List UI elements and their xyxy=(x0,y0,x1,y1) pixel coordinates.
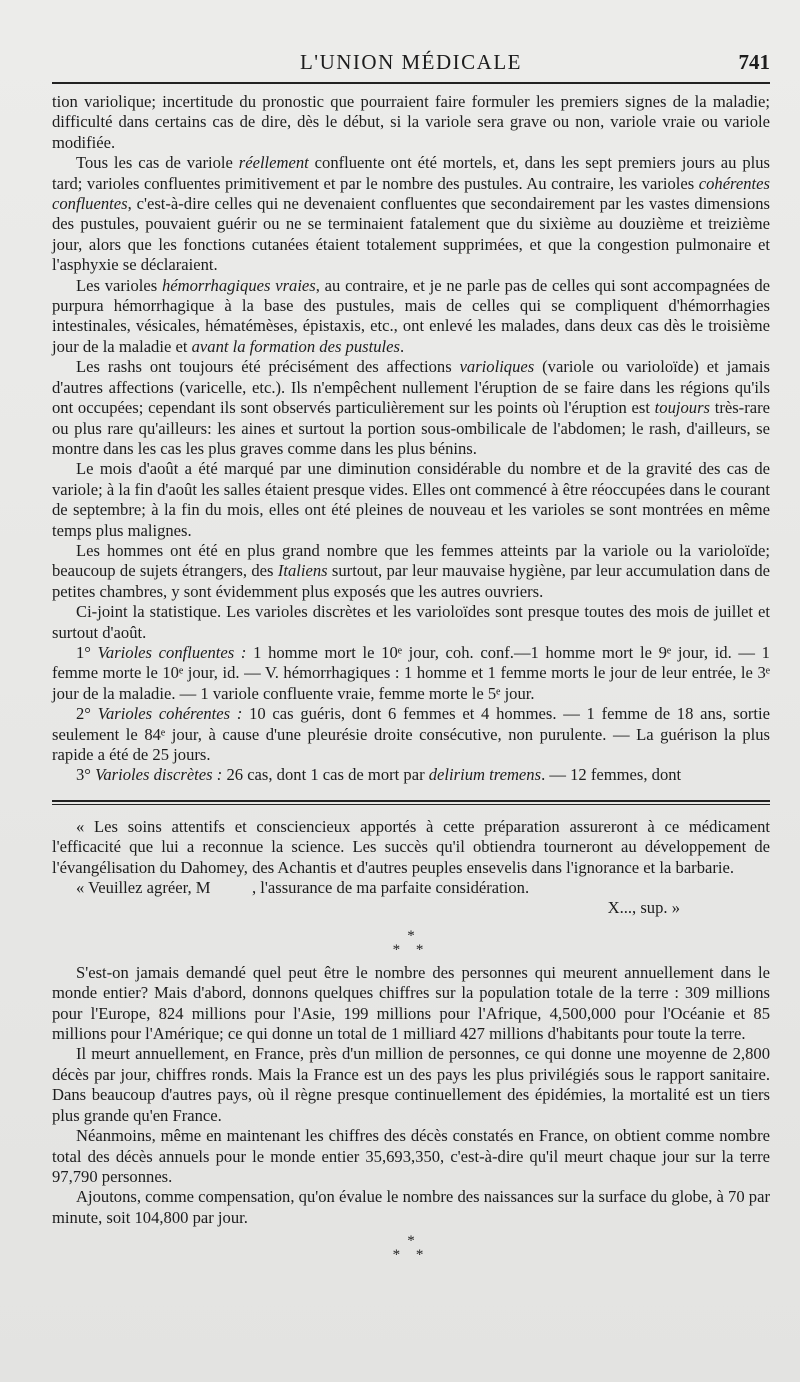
header-rule xyxy=(52,82,770,84)
paragraph: Ajoutons, comme compensation, qu'on évalue le nombre des naissances sur la surface du globe, à 70 par minute, soit 104,800 par jour. xyxy=(52,1187,770,1227)
statistics-item: 1° Varioles confluentes : 1 homme mort le 10ᵉ jour, coh. conf.—1 homme mort le 9ᵉ jour, id. — 1 femme morte le 10ᵉ jour, id. — V. hémorrhagiques : 1 homme et 1 femme morts le jour de leur entrée, le 3ᵉ jour de la maladie. — 1 variole confluente vraie, femme morte le 5ᵉ jour. xyxy=(52,642,770,703)
paragraph: « Veuillez agréer, M , l'assurance de ma parfaite considération. xyxy=(76,878,530,898)
running-title: L'UNION MÉDICALE xyxy=(299,50,522,74)
statistics-item: 3° Varioles discrètes : 26 cas, dont 1 cas de mort par delirium tremens. — 12 femmes, dont xyxy=(76,765,682,785)
asterism-separator xyxy=(52,929,770,957)
paragraph: Ci-joint la statistique. Les varioles discrètes et les varioloïdes sont presque toutes des mois de juillet et surtout d'août. xyxy=(52,602,770,642)
smallpox-article xyxy=(52,92,770,786)
end-asterism xyxy=(52,1234,770,1262)
paragraph: Les hommes ont été en plus grand nombre que les femmes atteints par la variole ou la varioloïde; beaucoup de sujets étrangers, des Italiens surtout, par leur mauvaise hygiène, par leur accumulation dans de petites chambres, y sont évidemment plus exposés que les autres ouvriers. xyxy=(52,540,770,601)
letter-section xyxy=(52,817,770,919)
paragraph: Néanmoins, même en maintenant les chiffres des décès constatés en France, on obtient comme nombre total des décès annuels pour le monde entier 35,693,350, c'est-à-dire qu'il meurt chaque jour sur la terre 97,790 personnes. xyxy=(52,1126,770,1186)
asterism-bottom: * * xyxy=(392,941,430,958)
asterism-top: * xyxy=(407,1233,415,1250)
paragraph: Tous les cas de variole réellement confluente ont été mortels, et, dans les sept premiers jours au plus tard; varioles confluentes primitivement et par le nombre des pustules. Au contraire, les varioles cohérentes confluentes, c'est-à-dire celles qui ne devenaient confluentes que secondairement par les vastes dimensions des pustules, pouvaient guérir ou ne se terminaient fatalement que du sixième au douzième et treizième jour, alors que les fonctions cutanées étaient totalement supprimées, et que la congestion pulmonaire et l'asphyxie se déclaraient. xyxy=(52,153,771,275)
page-number: 741 xyxy=(738,50,770,74)
paragraph: « Les soins attentifs et consciencieux apportés à cette préparation assureront à ce médicament l'efficacité que lui a reconnue la science. Les succès qu'il obtiendra tourneront au développement de l'évangélisation du Dahomey, des Achantis et d'autres peuples ensevelis dans l'ignorance et la barbarie. xyxy=(52,816,770,877)
statistics-item: 2° Varioles cohérentes : 10 cas guéris, dont 6 femmes et 4 hommes. — 1 femme de 18 ans, sortie seulement le 84ᵉ jour, à cause d'une pleurésie droite consécutive, non purulente. — La guérison la plus rapide a été de 25 jours. xyxy=(52,704,771,764)
section-double-rule xyxy=(52,800,770,805)
mortality-article xyxy=(52,963,770,1228)
asterism-bottom: * * xyxy=(392,1247,430,1264)
page-header xyxy=(52,44,770,74)
paragraph: S'est-on jamais demandé quel peut être le nombre des personnes qui meurent annuellement dans le monde entier? Mais d'abord, donnons quelques chiffres sur la population totale de la terre : 309 millions pour l'Europe, 824 millions pour l'Asie, 199 millions pour l'Afrique, 4,500,000 pour l'Océanie et 85 millions pour l'Amérique; ce qui donne un total de 1 milliard 427 millions d'habitants pour toute la terre. xyxy=(52,962,770,1044)
paragraph: tion variolique; incertitude du pronostic que pourraient faire formuler les premiers signes de la maladie; difficulté dans certains cas de dire, dès le début, si la variole sera grave ou non, variole vraie ou variole modifiée. xyxy=(52,92,770,152)
paragraph: Les varioles hémorrhagiques vraies, au contraire, et je ne parle pas de celles qui sont accompagnées de purpura hémorrhagique à la base des pustules, mais de celles qui se compliquent d'hémorrhagies intestinales, vésicales, hématémèses, épistaxis, etc., ont enlevé les malades, dans deux cas dès le troisième jour de la maladie et avant la formation des pustules. xyxy=(52,275,770,356)
paragraph: Le mois d'août a été marqué par une diminution considérable du nombre et de la gravité des cas de variole; à la fin d'août les salles étaient presque vides. Elles ont commencé à être réoccupées dans le courant de septembre; à la fin du mois, elles ont été pleines de nouveau et les varioles se sont montrées en même temps plus malignes. xyxy=(52,459,770,540)
signature: X..., sup. » xyxy=(607,898,680,918)
asterism-top: * xyxy=(407,927,415,944)
paragraph: Il meurt annuellement, en France, près d'un million de personnes, ce qui donne une moyenne de 2,800 décès par jour, chiffres ronds. Mais la France est un des pays les plus privilégiés sous le rapport sanitaire. Dans beaucoup d'autres pays, où il règne presque continuellement des épidémies, la mortalité est un tiers plus grande qu'en France. xyxy=(52,1044,770,1125)
paragraph: Les rashs ont toujours été précisément des affections varioliques (variole ou varioloïde) et jamais d'autres affections (varicelle, etc.). Ils n'empêchent nullement l'éruption de se faire dans les régions qu'ils ont occupées; cependant ils sont observés particulièrement sur les points où l'éruption est toujours très-rare ou plus rare qu'ailleurs: les aines et surtout la portion sous-ombilicale de l'abdomen; le rash, d'ailleurs, se montre dans les cas les plus graves comme dans les plus bénins. xyxy=(52,357,770,458)
